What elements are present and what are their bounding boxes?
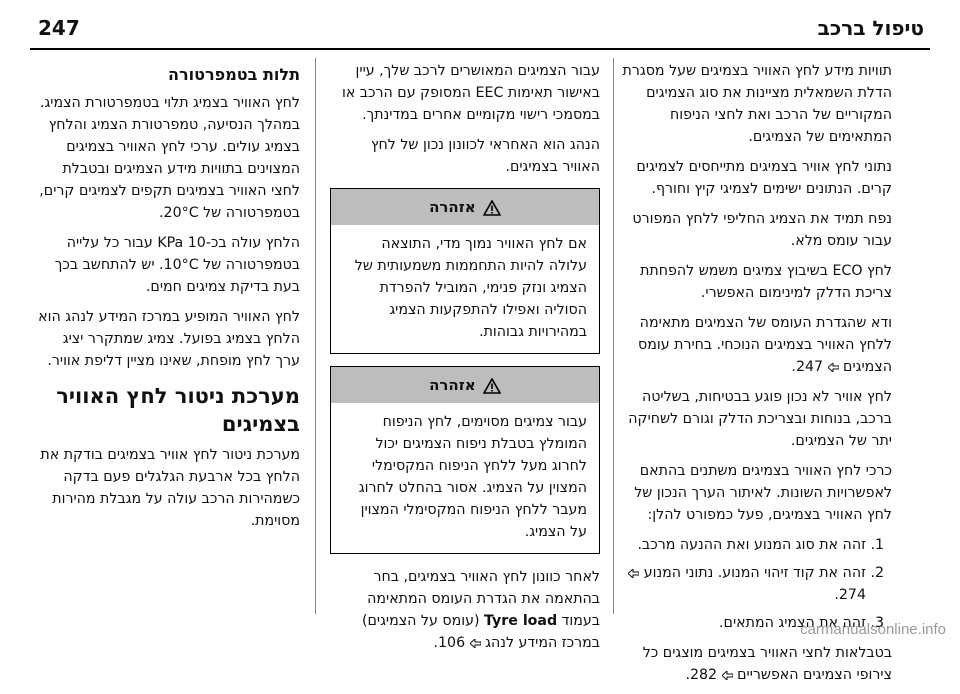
warning-label: אזהרה [429, 198, 476, 216]
paragraph: נתוני לחץ אוויר בצמיגים מתייחסים לצמיגים קרים. הנתונים ישימים לצמיגי קיץ וחורף. [636, 159, 892, 197]
header-rule [30, 48, 930, 50]
paragraph: לחץ ECO בשיבוץ צמיגים משמש להפחתת צריכת הדלק למינימום האפשרי. [640, 263, 892, 301]
paragraph: הלחץ עולה בכ-10 KPa עבור כל עלייה בטמפרטורה של 10°C. יש להתחשב בכך בעת בדיקת צמיגים חמים. [54, 235, 300, 295]
page-reference-icon [722, 671, 733, 680]
warning-label: אזהרה [429, 376, 476, 394]
column-right [622, 60, 892, 694]
paragraph: בטבלאות לחצי האוויר בצמיגים מוצגים כל צירופי הצמיגים האפשריים 282. [642, 645, 892, 683]
page-reference[interactable]: 106 [438, 635, 466, 651]
warning-triangle-icon [483, 378, 501, 394]
paragraph: עבור הצמיגים המאושרים לרכב שלך, עיין באישור תאימות EEC המסופק עם הרכב או במסמכי רישוי מקומיים אחרים במדינתך. [341, 63, 600, 123]
page-number: 247 [38, 16, 80, 40]
paragraph: לחץ אוויר לא נכון פוגע בבטיחות, בשליטה ברכב, בנוחות ובצריכת הדלק וגורם לשחיקה יתר של הצמיגים. [628, 389, 892, 449]
warning-body [331, 403, 599, 553]
paragraph: ודא שהגדרת העומס של הצמיגים מתאימה ללחץ האוויר בצמיגים הנוכחי. בחירת עומס הצמיגים 247. [638, 315, 892, 375]
paragraph: תוויות מידע לחץ האוויר בצמיגים שעל מסגרת הדלת השמאלית מציינות את סוג הצמיגים המקוריים של הרכב ואת לחצי הניפוח המתאימים של הצמיגים. [622, 63, 892, 145]
list-item: 3. זהה את הצמיג המתאים. [622, 612, 866, 634]
paragraph: לחץ האוויר המופיע במרכז המידע לנהג הוא הלחץ בצמיג בפועל. צמיג שמתקרר יציג ערך לחץ מופחת, שאינו מציין דליפת אוויר. [38, 309, 300, 369]
column-divider-right [613, 58, 614, 614]
warning-text: עבור צמיגים מסוימים, לחץ הניפוח המומלץ בטבלת ניפוח הצמיגים יכול לחרוג מעל ללחץ הניפוח המקסימלי המצוין על הצמיג. אסור בהחלט לחרוג מעבר ללחץ הניפוח המקסימלי המצוין על הצמיג. [358, 414, 587, 540]
column-divider-left [315, 58, 316, 614]
page-header [30, 14, 930, 42]
paragraph: לאחר כוונון לחץ האוויר בצמיגים, בחר בהתאמה את הגדרת העומס המתאימה בעמוד Tyre load (עומס על הצמיגים) במרכז המידע לנהג 106. [361, 569, 600, 651]
warning-box [330, 188, 600, 354]
paragraph: כרכי לחץ האוויר בצמיגים משתנים בהתאם לאפשרויות השונות. לאיתור הערך הנכון של לחץ האוויר בצמיגים, פעל כמפורט להלן: [634, 463, 892, 523]
column-middle [330, 60, 600, 662]
warning-triangle-icon [483, 200, 501, 216]
column-left [34, 60, 300, 540]
chapter-title: טיפול ברכב [817, 16, 924, 40]
paragraph: לחץ האוויר בצמיג תלוי בטמפרטורת הצמיג. במהלך הנסיעה, טמפרטורת הצמיג והלחץ בצמיג עולים. ערכי לחץ האוויר בצמיגים המצוינים בתוויות מידע הצמיגים ובטבלת לחצי האוויר בצמיגים תקפים לצמיגים קרים, בטמפרטורה של 20°C. [39, 95, 300, 221]
warning-header [331, 189, 599, 225]
page-reference-icon [470, 639, 481, 648]
page-reference[interactable]: 247 [795, 359, 824, 375]
list-item: 2. זהה את קוד זיהוי המנוע. נתוני המנוע 274. [622, 562, 866, 606]
menu-term: Tyre load [484, 613, 558, 629]
warning-text: אם לחץ האוויר נמוך מדי, התוצאה עלולה להיות התחממות משמעותית של הצמיג ונזק פנימי, המוביל להפרדת הסוליה ואפילו להתפקעות הצמיג במהירויות גבוהות. [354, 236, 587, 340]
page-reference-icon [628, 569, 639, 578]
page-reference[interactable]: 282 [690, 667, 718, 683]
paragraph: נפח תמיד את הצמיג החליפי ללחץ המפורט עבור עומס מלא. [632, 211, 892, 249]
page-reference[interactable]: 274 [838, 587, 866, 603]
watermark: carmanualsonline.info [800, 621, 946, 638]
steps-list [622, 534, 892, 634]
page-reference-icon [828, 363, 839, 372]
section-heading: תלות בטמפרטורה [168, 65, 300, 84]
warning-body [331, 225, 599, 353]
warning-box [330, 366, 600, 554]
warning-header [331, 367, 599, 403]
list-item: 1. זהה את סוג המנוע ואת ההנעה מרכב. [622, 534, 866, 556]
section-title: מערכת ניטור לחץ האוויר בצמיגים [56, 384, 300, 436]
paragraph: הנהג הוא האחראי לכוונון נכון של לחץ האוויר בצמיגים. [370, 137, 600, 175]
paragraph: מערכת ניטור לחץ אוויר בצמיגים בודקת את הלחץ בכל ארבעת הגלגלים פעם בדקה כשמהירות הרכב עולה על מגבלת מהירות מסוימת. [40, 447, 300, 529]
